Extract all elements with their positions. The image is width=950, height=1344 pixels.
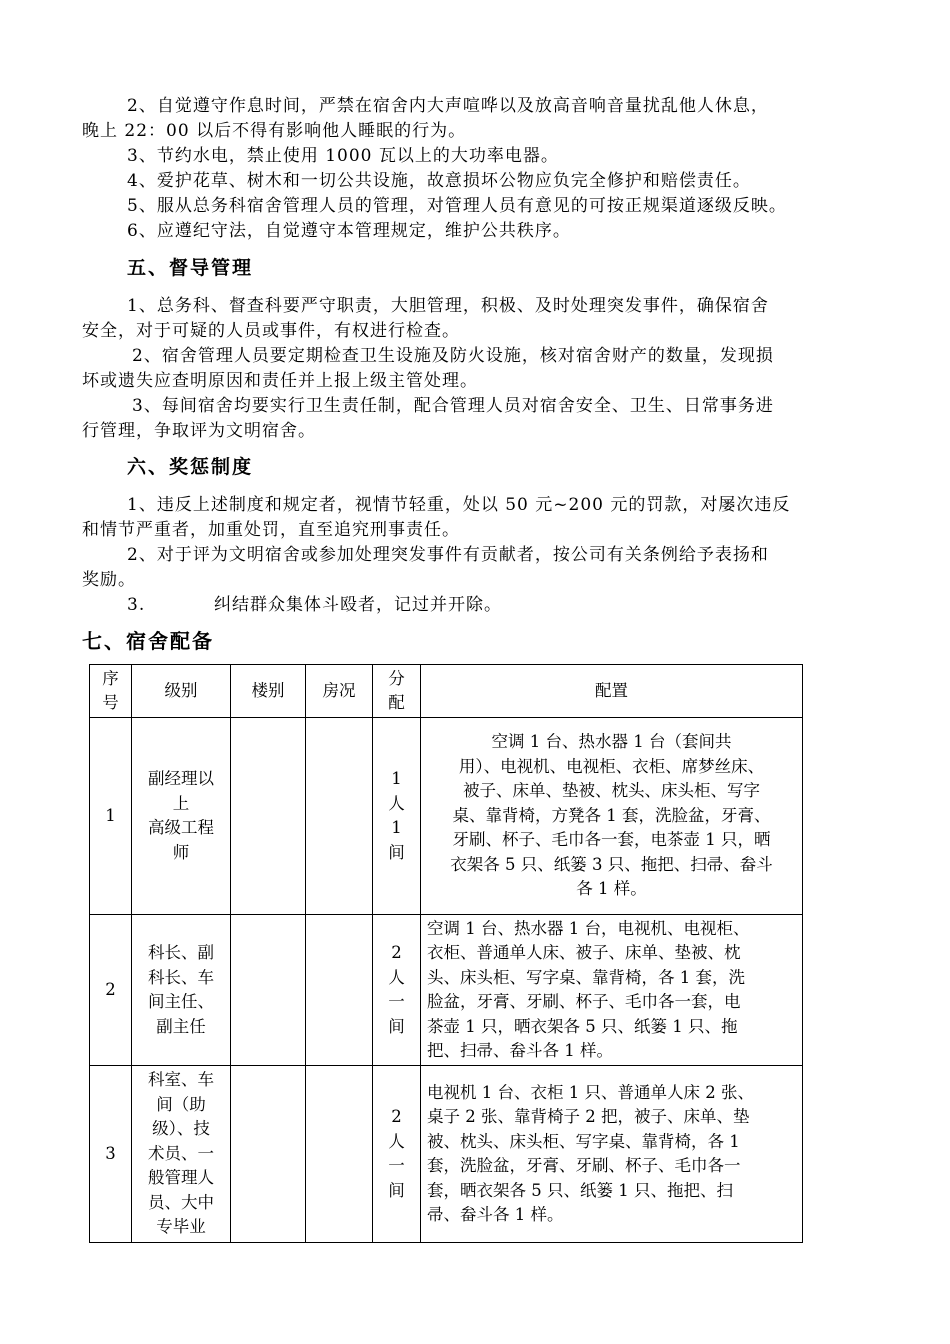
row-1-building <box>231 718 306 915</box>
table-row <box>90 915 803 1066</box>
row-1-seq: 1 <box>90 718 132 915</box>
header-building: 楼别 <box>231 665 306 718</box>
row-3-level: 科室、车 间（助 级）、技 术员、一 般管理人 员、大中 专毕业 <box>132 1066 231 1243</box>
row-2-level: 科长、副 科长、车 间主任、 副主任 <box>132 915 231 1066</box>
header-level: 级别 <box>132 665 231 718</box>
row-2-seq: 2 <box>90 915 132 1066</box>
row-1-room <box>306 718 373 915</box>
supervision-3-line-2: 行管理，争取评为文明宿舍。 <box>82 421 316 441</box>
table-row <box>90 718 803 915</box>
supervision-2-line-1: 2、宿舍管理人员要定期检查卫生设施及防火设施，核对宿舍财产的数量，发现损 <box>132 346 774 366</box>
row-3-building <box>231 1066 306 1243</box>
row-1-config: 空调 1 台、热水器 1 台（套间共 用）、电视机、电视柜、衣柜、席梦丝床、 被子、床单、垫被、枕头、床头柜、写字 桌、靠背椅，方凳各 1 套，洗脸盆，牙膏、 牙刷、杯子、毛巾各一套，电茶壶 1 只，晒 衣架各 5 只、纸篓 3 只、拖把、扫帚、畚斗 各 1 样。 <box>421 718 803 915</box>
row-1-level: 副经理以 上 高级工程 师 <box>132 718 231 915</box>
rule-2-line-2: 晚上 22：00 以后不得有影响他人睡眠的行为。 <box>82 121 467 141</box>
row-2-alloc: 2 人 一 间 <box>373 915 421 1066</box>
header-seq: 序 号 <box>90 665 132 718</box>
header-room: 房况 <box>306 665 373 718</box>
table-header-row <box>90 665 803 718</box>
reward-2-line-1: 2、对于评为文明宿舍或参加处理突发事件有贡献者，按公司有关条例给予表扬和 <box>127 545 769 565</box>
rule-4: 4、爱护花草、树木和一切公共设施，故意损坏公物应负完全修护和赔偿责任。 <box>127 171 751 191</box>
header-config: 配置 <box>421 665 803 718</box>
supervision-1-line-1: 1、总务科、督查科要严守职责，大胆管理，积极、及时处理突发事件，确保宿舍 <box>127 296 769 316</box>
header-alloc: 分 配 <box>373 665 421 718</box>
reward-3-text: 纠结群众集体斗殴者，记过并开除。 <box>214 595 502 615</box>
row-3-config: 电视机 1 台、衣柜 1 只、普通单人床 2 张、 桌子 2 张、靠背椅子 2 把，被子、床单、垫 被、枕头、床头柜、写字桌、靠背椅，各 1 套，洗脸盆，牙膏、牙刷、杯子、毛巾各一 套，晒衣架各 5 只、纸篓 1 只、拖把、扫 帚、畚斗各 1 样。 <box>421 1066 803 1243</box>
section-5-title: 五、督导管理 <box>127 257 254 279</box>
reward-1-line-1: 1、违反上述制度和规定者，视情节轻重，处以 50 元~200 元的罚款，对屡次违反 <box>127 495 791 515</box>
rule-3: 3、节约水电，禁止使用 1000 瓦以上的大功率电器。 <box>127 146 559 166</box>
reward-2-line-2: 奖励。 <box>82 570 136 590</box>
row-2-config: 空调 1 台、热水器 1 台，电视机、电视柜、 衣柜、普通单人床、被子、床单、垫被、枕 头、床头柜、写字桌、靠背椅，各 1 套，洗 脸盆，牙膏、牙刷、杯子、毛巾各一套，电 茶壶 1 只，晒衣架各 5 只、纸篓 1 只、拖 把、扫帚、畚斗各 1 样。 <box>421 915 803 1066</box>
row-3-room <box>306 1066 373 1243</box>
supervision-3-line-1: 3、每间宿舍均要实行卫生责任制，配合管理人员对宿舍安全、卫生、日常事务进 <box>132 396 774 416</box>
rule-2-line-1: 2、自觉遵守作息时间，严禁在宿舍内大声喧哗以及放高音响音量扰乱他人休息， <box>127 96 769 116</box>
table-row <box>90 1066 803 1243</box>
section-6-title: 六、奖惩制度 <box>127 456 254 478</box>
rule-6: 6、应遵纪守法，自觉遵守本管理规定，维护公共秩序。 <box>127 221 571 241</box>
supervision-2-line-2: 坏或遗失应查明原因和责任并上报上级主管处理。 <box>82 371 478 391</box>
section-7-title: 七、宿舍配备 <box>82 629 214 653</box>
reward-1-line-2: 和情节严重者，加重处罚，直至追究刑事责任。 <box>82 520 460 540</box>
supervision-1-line-2: 安全，对于可疑的人员或事件，有权进行检查。 <box>82 321 460 341</box>
row-1-alloc: 1 人 1 间 <box>373 718 421 915</box>
row-3-seq: 3 <box>90 1066 132 1243</box>
row-2-room <box>306 915 373 1066</box>
row-3-alloc: 2 人 一 间 <box>373 1066 421 1243</box>
reward-3-number: 3. <box>127 595 146 615</box>
dorm-config-table <box>89 664 803 1243</box>
rule-5: 5、服从总务科宿舍管理人员的管理，对管理人员有意见的可按正规渠道逐级反映。 <box>127 196 787 216</box>
row-2-building <box>231 915 306 1066</box>
